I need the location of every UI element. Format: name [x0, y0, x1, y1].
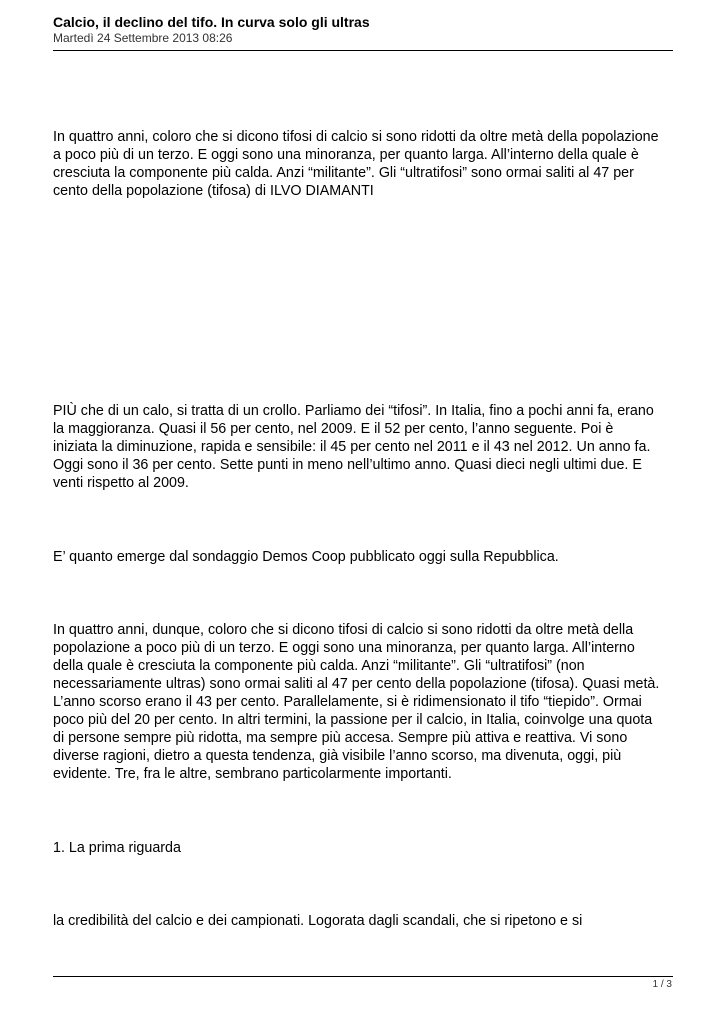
paragraph-decline: PIÙ che di un calo, si tratta di un crollo. Parliamo dei “tifosi”. In Italia, fino a pochi anni fa, erano la maggioranza. Quasi il 56 per cento, nel 2009. E il 52 per cento, l’anno seguente. Poi è iniziata la diminuzione, rapida e sensibile: il 45 per cento nel 2011 e il 43 nel 2012. Un anno fa. Oggi sono il 36 per cento. Sette punti in meno nell’ultimo anno. Quasi dieci negli ultimi due. E venti rispetto al 2009.	[53, 403, 654, 491]
header-divider	[53, 50, 673, 51]
footer-divider	[53, 976, 673, 977]
paragraph-survey: E’ quanto emerge dal sondaggio Demos Coop pubblicato oggi sulla Repubblica.	[53, 549, 559, 565]
paragraph-intro: In quattro anni, coloro che si dicono tifosi di calcio si sono ridotti da oltre metà della popolazione a poco più di un terzo. E oggi sono una minoranza, per quanto larga. All’interno della quale è cresciuta la componente più calda. Anzi “militante”. Gli “ultratifosi” sono ormai saliti al 47 per cento della popolazione (tifosa) di ILVO DIAMANTI	[53, 129, 659, 199]
article-date: Martedì 24 Settembre 2013 08:26	[53, 31, 233, 45]
paragraph-first-reason: 1. La prima riguarda	[53, 840, 181, 856]
document-header	[53, 14, 673, 46]
paragraph-analysis: In quattro anni, dunque, coloro che si dicono tifosi di calcio si sono ridotti da oltre metà della popolazione a poco più di un terzo. E oggi sono una minoranza, per quanto larga. All’interno della quale è cresciuta la componente più calda. Anzi “militante”. Gli “ultratifosi” (non necessariamente ultras) sono ormai saliti al 47 per cento della popolazione (tifosa). Quasi metà. L’anno scorso erano il 43 per cento. Parallelamente, si è ridimensionato il tifo “tiepido”. Ormai poco più del 20 per cento. In altri termini, la passione per il calcio, in Italia, coinvolge una quota di persone sempre più ridotta, ma sempre più accesa. Sempre più attiva e reattiva. Vi sono diverse ragioni, dietro a questa tendenza, già visibile l’anno scorso, ma divenuta, oggi, più evidente. Tre, fra le altre, sembrano particolarmente importanti.	[53, 622, 660, 782]
paragraph-credibility: la credibilità del calcio e dei campionati. Logorata dagli scandali, che si ripetono e si	[53, 913, 583, 929]
article-title: Calcio, il declino del tifo. In curva solo gli ultras	[53, 14, 370, 30]
page-number: 1 / 3	[652, 979, 672, 990]
